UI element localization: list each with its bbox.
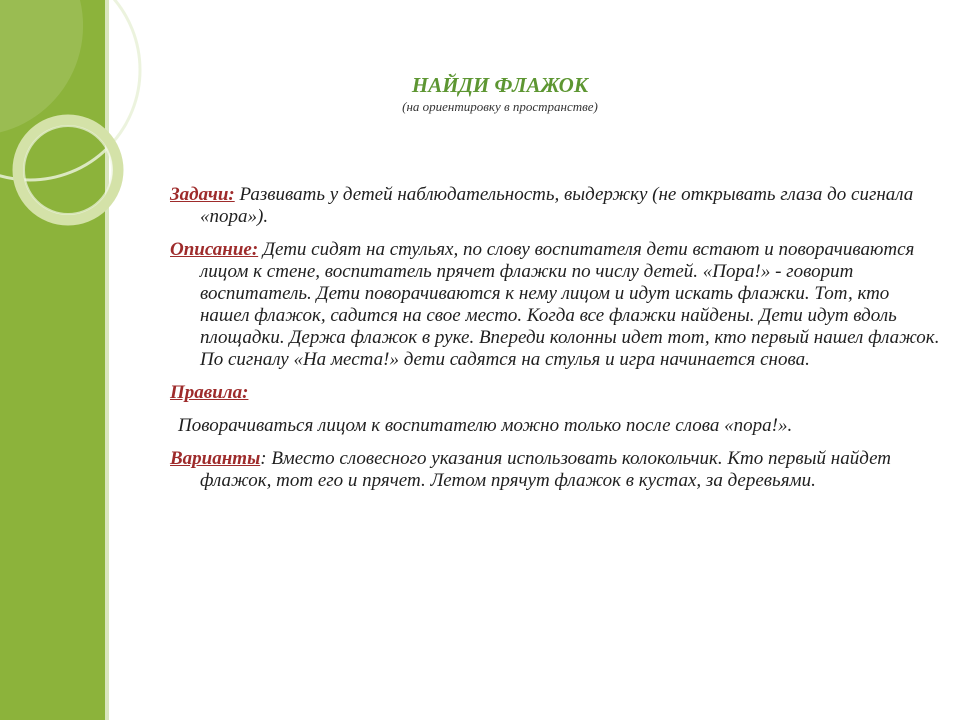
variants-label: Варианты	[170, 448, 261, 469]
small-ring	[18, 120, 118, 220]
slide-content	[170, 184, 940, 503]
rules-label: Правила:	[170, 382, 249, 403]
slide-title: НАЙДИ ФЛАЖОК	[411, 73, 589, 97]
rules-text: Поворачиваться лицом к воспитателю можно только после слова «пора!».	[178, 415, 793, 436]
variants-paragraph	[170, 448, 940, 492]
variants-text: : Вместо словесного указания использовать колокольчик. Кто первый найдет флажок, тот его и прячет. Летом прячут флажок в кустах, за деревьями.	[200, 448, 891, 491]
description-paragraph	[170, 239, 940, 371]
title-block	[330, 72, 670, 116]
tasks-paragraph	[170, 184, 940, 228]
slide-subtitle: (на ориентировку в пространстве)	[402, 99, 598, 114]
tasks-text: Развивать у детей наблюдательность, выдержку (не открывать глаза до сигнала «пора»).	[200, 184, 914, 227]
rules-paragraph	[170, 415, 940, 437]
description-text: Дети сидят на стульях, по слову воспитателя дети встают и поворачиваются лицом к стене, воспитатель прячет флажки по числу детей. «Пора!» - говорит воспитатель. Дети поворачиваются к нему лицом и идут искать флажки. Тот, кто нашел флажок, садится на свое место. Когда все флажки найдены. Дети идут вдоль площадки. Держа флажок в руке. Впереди колонны идет тот, кто первый нашел флажок. По сигналу «На места!» дети садятся на стулья и игра начинается снова.	[200, 239, 940, 370]
rules-heading-paragraph	[170, 382, 940, 404]
tasks-label: Задачи:	[170, 184, 235, 205]
description-label: Описание:	[170, 239, 259, 260]
small-ring-inner	[24, 126, 112, 214]
